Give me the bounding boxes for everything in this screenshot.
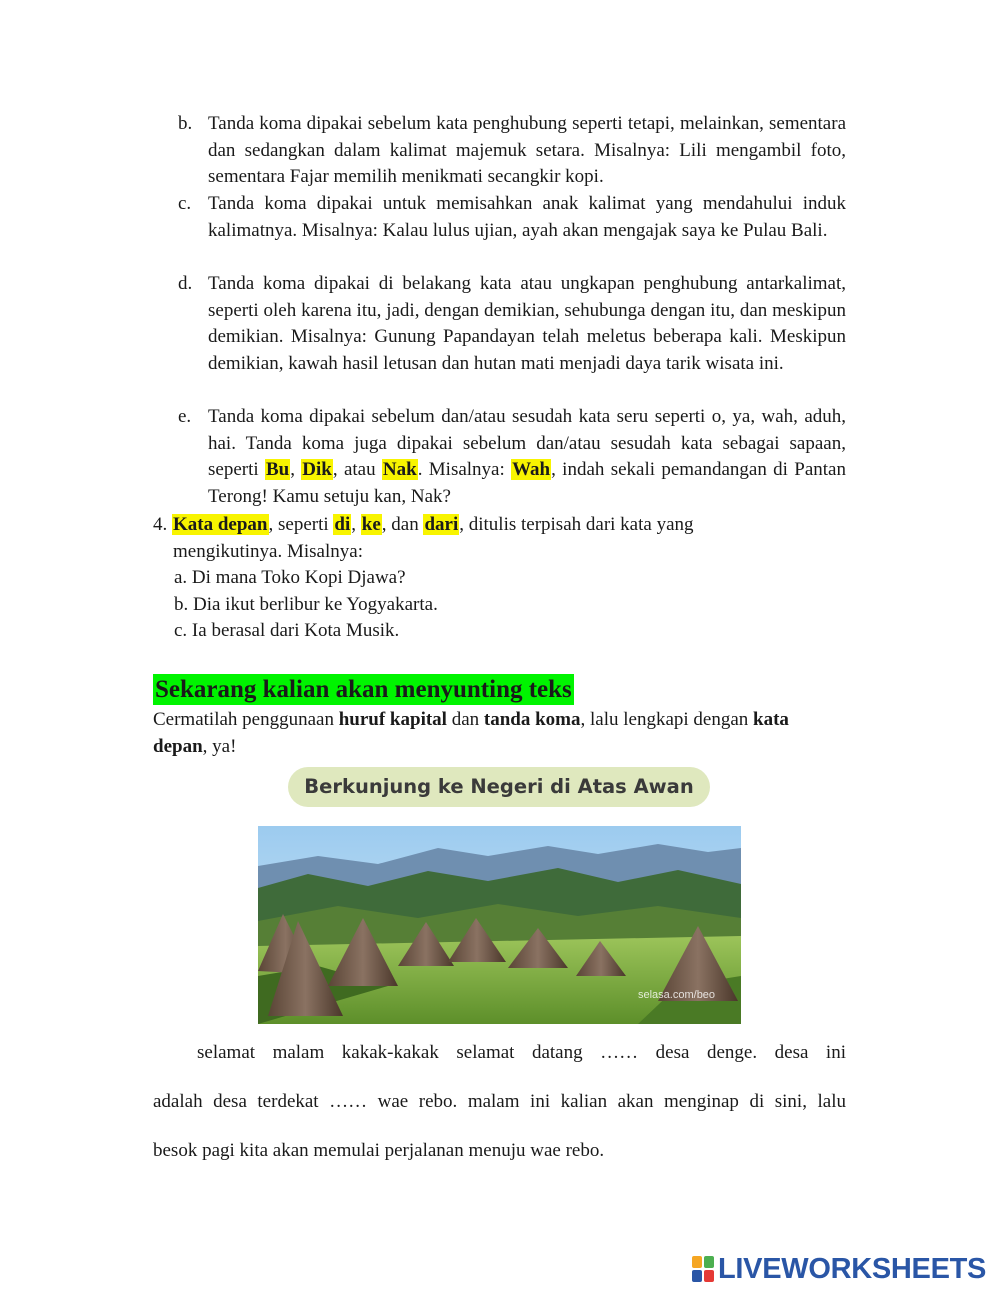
example-a: a. Di mana Toko Kopi Djawa? xyxy=(174,567,406,588)
examples-list xyxy=(174,565,438,645)
bold-huruf-kapital: huruf kapital xyxy=(338,709,447,730)
highlight-bu: Bu xyxy=(265,459,290,481)
highlight-dari: dari xyxy=(424,514,459,535)
point-4-kata-depan xyxy=(153,512,853,565)
highlight-dik: Dik xyxy=(302,459,332,481)
liveworksheets-logo[interactable] xyxy=(692,1254,986,1284)
example-c: c. Ia berasal dari Kota Musik. xyxy=(174,620,400,641)
highlight-ke: ke xyxy=(361,514,381,535)
passage-line-1: selamat malam kakak-kakak selamat datang …… desa denge. desa ini xyxy=(197,1042,846,1063)
list-item-e xyxy=(178,404,846,511)
highlight-di: di xyxy=(334,514,351,535)
point-4-line1: 4. Kata depan, seperti di, ke, dan dari, ditulis terpisah dari kata yang xyxy=(153,514,694,535)
example-b: b. Dia ikut berlibur ke Yogyakarta. xyxy=(174,593,438,615)
instruction-text: Cermatilah penggunaan huruf kapital dan tanda koma, lalu lengkapi dengan kata depan, ya! xyxy=(153,709,789,757)
logo-text: LIVEWORKSHEETS xyxy=(718,1252,987,1285)
story-title-banner: Berkunjung ke Negeri di Atas Awan xyxy=(288,767,710,807)
highlight-wah: Wah xyxy=(512,459,551,481)
passage-line-3: besok pagi kita akan memulai perjalanan menuju wae rebo. xyxy=(153,1140,605,1161)
section-heading: Sekarang kalian akan menyunting teks xyxy=(155,676,572,703)
list-item-c xyxy=(178,191,846,244)
highlight-nak: Nak xyxy=(382,459,417,481)
list-text: Tanda koma dipakai sebelum kata penghubung seperti tetapi, melainkan, sementara dan sedangkan dalam kalimat majemuk setara. Misalnya: Lili mengambil foto, sementara Fajar memilih menikmati secangkir kopi. xyxy=(208,113,846,188)
logo-blocks-icon xyxy=(692,1256,714,1282)
list-text: Tanda koma dipakai untuk memisahkan anak kalimat yang mendahului induk kalimatnya. Misalnya: Kalau lulus ujian, ayah akan mengajak saya ke Pulau Bali. xyxy=(208,193,846,241)
list-label: d. xyxy=(178,273,193,294)
village-landscape-image xyxy=(258,826,741,1024)
highlight-kata-depan: Kata depan xyxy=(173,514,268,535)
list-label: c. xyxy=(178,193,192,214)
list-label: b. xyxy=(178,113,193,134)
passage-line-2: adalah desa terdekat …… wae rebo. malam ini kalian akan menginap di sini, lalu xyxy=(153,1091,846,1112)
photo-watermark: selasa.com/beo xyxy=(638,989,716,1001)
village-photo xyxy=(258,826,741,1024)
list-text: Tanda koma dipakai sebelum dan/atau sesudah kata seru seperti o, ya, wah, aduh, hai. Tanda koma juga dipakai sebelum dan/atau sesudah kata sebagai sapaan, seperti Bu, Dik, atau Nak. Misalnya: Wah, indah sekali pemandangan di Pantan Terong! Kamu setuju kan, Nak? xyxy=(208,406,846,508)
list-label: e. xyxy=(178,406,192,427)
point-4-line2: mengikutinya. Misalnya: xyxy=(173,540,363,562)
list-text: Tanda koma dipakai di belakang kata atau ungkapan penghubung antarkalimat, seperti oleh karena itu, jadi, dengan demikian, sehubunga dengan itu, dan meskipun demikian. Misalnya: Gunung Papandayan telah meletus beberapa kali. Meskipun demikian, kawah hasil letusan dan hutan mati menjadi daya tarik wisata ini. xyxy=(208,273,846,375)
bold-tanda-koma: tanda koma xyxy=(483,709,581,730)
list-item-d xyxy=(178,271,846,378)
bold-kata-depan: kata depan xyxy=(153,709,789,757)
list-item-b xyxy=(178,111,846,191)
